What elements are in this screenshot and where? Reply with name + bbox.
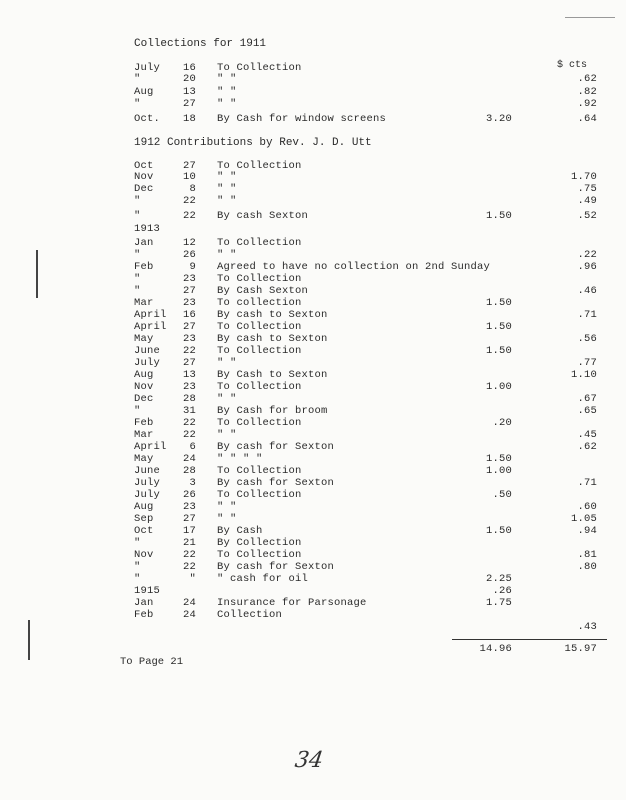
entry-day: 27	[182, 160, 196, 172]
entry-day: 26	[182, 489, 196, 501]
entry-month: "	[134, 405, 141, 417]
entry-month: Nov	[134, 549, 154, 561]
entry-month: Dec	[134, 183, 154, 195]
entry-month: "	[134, 273, 141, 285]
entry-day: 6	[189, 441, 196, 453]
entry-day: 23	[182, 297, 196, 309]
entry-day: 16	[182, 309, 196, 321]
entry-month: Jan	[134, 597, 154, 609]
entry-received-amount: .65	[577, 405, 597, 417]
entry-description: " "	[217, 393, 237, 405]
entry-description: By cash for Sexton	[217, 441, 335, 453]
entry-month: July	[134, 489, 161, 501]
entry-received-amount: 1.10	[570, 369, 597, 381]
entry-received-amount: .82	[577, 86, 597, 98]
entry-day: 18	[182, 113, 196, 125]
entry-paid-amount: 1.50	[485, 297, 512, 309]
entry-description: Collection	[217, 609, 283, 621]
entry-day: 3	[189, 477, 196, 489]
entry-month: 1915	[134, 585, 161, 597]
entry-description: To Collection	[217, 417, 302, 429]
entry-day: 12	[182, 237, 196, 249]
entry-month: May	[134, 453, 154, 465]
entry-paid-amount: 2.25	[485, 573, 512, 585]
entry-received-amount: .49	[577, 195, 597, 207]
entry-description: " "	[217, 195, 237, 207]
entry-paid-amount: 1.75	[485, 597, 512, 609]
entry-day: 24	[182, 453, 196, 465]
entry-received-amount: .46	[577, 285, 597, 297]
entry-description: To Collection	[217, 273, 302, 285]
entry-received-amount: .22	[577, 249, 597, 261]
entry-day: 22	[182, 561, 196, 573]
entry-day: 23	[182, 501, 196, 513]
entry-description: To Collection	[217, 489, 302, 501]
entry-description: By Collection	[217, 537, 302, 549]
entry-received-amount: .45	[577, 429, 597, 441]
entry-description: By Cash to Sexton	[217, 369, 328, 381]
entry-received-amount: .96	[577, 261, 597, 273]
entry-day: 24	[182, 597, 196, 609]
entry-received-amount: .71	[577, 477, 597, 489]
entry-day: 27	[182, 513, 196, 525]
entry-day: 22	[182, 429, 196, 441]
currency-header: $ cts	[557, 60, 588, 71]
entry-received-amount: .64	[577, 113, 597, 125]
entry-day: 20	[182, 73, 196, 85]
entry-day: 13	[182, 369, 196, 381]
entry-received-amount: .60	[577, 501, 597, 513]
entry-day: 22	[182, 549, 196, 561]
entry-month: May	[134, 333, 154, 345]
entry-description: To Collection	[217, 321, 302, 333]
entry-description: To collection	[217, 297, 302, 309]
entry-month: July	[134, 357, 161, 369]
margin-mark	[28, 620, 30, 660]
entry-paid-amount: 1.50	[485, 321, 512, 333]
entry-month: Feb	[134, 417, 154, 429]
entry-received-amount: .52	[577, 210, 597, 222]
entry-day: "	[189, 573, 196, 585]
entry-day: 22	[182, 210, 196, 222]
handwritten-page-number: 34	[293, 748, 325, 773]
entry-month: "	[134, 573, 141, 585]
entry-received-amount: .43	[577, 621, 597, 633]
entry-month: Mar	[134, 429, 154, 441]
entry-day: 21	[182, 537, 196, 549]
entry-received-amount: 1.05	[570, 513, 597, 525]
entry-description: " cash for oil	[217, 573, 309, 585]
entry-description: To Collection	[217, 381, 302, 393]
entry-description: By Cash	[217, 525, 263, 537]
entry-day: 22	[182, 345, 196, 357]
entry-month: April	[134, 321, 167, 333]
entry-description: To Collection	[217, 549, 302, 561]
entry-description: " "	[217, 171, 237, 183]
entry-description: By Cash Sexton	[217, 285, 309, 297]
total-paid: 14.96	[479, 643, 512, 655]
entry-description: " "	[217, 183, 237, 195]
entry-day: 9	[189, 261, 196, 273]
entry-received-amount: .92	[577, 98, 597, 110]
entry-month: June	[134, 465, 161, 477]
entry-paid-amount: .26	[492, 585, 512, 597]
entry-day: 27	[182, 98, 196, 110]
entry-received-amount: .81	[577, 549, 597, 561]
entry-month: Aug	[134, 369, 154, 381]
entry-month: Oct.	[134, 113, 161, 125]
entry-day: 16	[182, 62, 196, 74]
entry-month: Oct	[134, 160, 154, 172]
entry-description: " "	[217, 86, 237, 98]
entry-paid-amount: .50	[492, 489, 512, 501]
entry-day: 22	[182, 195, 196, 207]
entry-month: "	[134, 249, 141, 261]
entry-description: By cash to Sexton	[217, 309, 328, 321]
entry-description: By Cash for broom	[217, 405, 328, 417]
entry-month: July	[134, 477, 161, 489]
section-heading-1912: 1912 Contributions by Rev. J. D. Utt	[134, 137, 372, 149]
entry-paid-amount: 3.20	[485, 113, 512, 125]
entry-received-amount: .77	[577, 357, 597, 369]
entry-day: 13	[182, 86, 196, 98]
entry-description: By Cash for window screens	[217, 113, 387, 125]
edge-mark	[565, 17, 615, 18]
entry-received-amount: .67	[577, 393, 597, 405]
entry-month: June	[134, 345, 161, 357]
entry-description: To Collection	[217, 160, 302, 172]
entry-month: Aug	[134, 501, 154, 513]
entry-description: " "	[217, 98, 237, 110]
entry-description: Agreed to have no collection on 2nd Sunday	[217, 261, 491, 273]
entry-month: Aug	[134, 86, 154, 98]
entry-paid-amount: .20	[492, 417, 512, 429]
entry-description: By cash for Sexton	[217, 477, 335, 489]
entry-paid-amount: 1.50	[485, 210, 512, 222]
entry-received-amount: .56	[577, 333, 597, 345]
entry-description: To Collection	[217, 62, 302, 74]
entry-received-amount: .80	[577, 561, 597, 573]
entry-received-amount: .62	[577, 441, 597, 453]
entry-day: 23	[182, 333, 196, 345]
entry-month: "	[134, 98, 141, 110]
entry-month: Oct	[134, 525, 154, 537]
entry-day: 28	[182, 393, 196, 405]
entry-description: " " " "	[217, 453, 263, 465]
entry-paid-amount: 1.00	[485, 465, 512, 477]
entry-description: " "	[217, 513, 237, 525]
entry-month: "	[134, 195, 141, 207]
total-received: 15.97	[564, 643, 597, 655]
entry-description: " "	[217, 73, 237, 85]
entry-day: 8	[189, 183, 196, 195]
entry-month: "	[134, 285, 141, 297]
entry-description: To Collection	[217, 237, 302, 249]
entry-paid-amount: 1.50	[485, 525, 512, 537]
margin-mark	[36, 250, 38, 298]
entry-month: 1913	[134, 223, 161, 235]
entry-month: Feb	[134, 609, 154, 621]
totals-rule	[452, 639, 607, 640]
entry-month: Dec	[134, 393, 154, 405]
entry-month: Nov	[134, 171, 154, 183]
entry-day: 23	[182, 381, 196, 393]
entry-description: To Collection	[217, 465, 302, 477]
entry-day: 26	[182, 249, 196, 261]
entry-description: Insurance for Parsonage	[217, 597, 367, 609]
entry-description: " "	[217, 249, 237, 261]
entry-received-amount: .62	[577, 73, 597, 85]
entry-month: Feb	[134, 261, 154, 273]
entry-day: 22	[182, 417, 196, 429]
entry-month: July	[134, 62, 161, 74]
entry-day: 31	[182, 405, 196, 417]
entry-month: Sep	[134, 513, 154, 525]
entry-description: " "	[217, 357, 237, 369]
entry-month: "	[134, 537, 141, 549]
entry-day: 23	[182, 273, 196, 285]
entry-day: 27	[182, 321, 196, 333]
footer-note: To Page 21	[120, 656, 184, 668]
entry-day: 27	[182, 357, 196, 369]
page-title: Collections for 1911	[134, 38, 267, 50]
entry-day: 27	[182, 285, 196, 297]
entry-month: "	[134, 561, 141, 573]
entry-month: Jan	[134, 237, 154, 249]
entry-description: By cash for Sexton	[217, 561, 335, 573]
entry-received-amount: .71	[577, 309, 597, 321]
entry-paid-amount: 1.00	[485, 381, 512, 393]
entry-day: 10	[182, 171, 196, 183]
entry-description: " "	[217, 501, 237, 513]
entry-month: April	[134, 309, 167, 321]
entry-received-amount: 1.70	[570, 171, 597, 183]
entry-description: To Collection	[217, 345, 302, 357]
entry-received-amount: .94	[577, 525, 597, 537]
entry-day: 17	[182, 525, 196, 537]
entry-description: " "	[217, 429, 237, 441]
entry-month: "	[134, 73, 141, 85]
entry-description: By cash to Sexton	[217, 333, 328, 345]
entry-description: By cash Sexton	[217, 210, 309, 222]
entry-paid-amount: 1.50	[485, 345, 512, 357]
entry-day: 28	[182, 465, 196, 477]
entry-paid-amount: 1.50	[485, 453, 512, 465]
entry-month: "	[134, 210, 141, 222]
entry-month: April	[134, 441, 167, 453]
entry-month: Nov	[134, 381, 154, 393]
entry-received-amount: .75	[577, 183, 597, 195]
entry-month: Mar	[134, 297, 154, 309]
entry-day: 24	[182, 609, 196, 621]
